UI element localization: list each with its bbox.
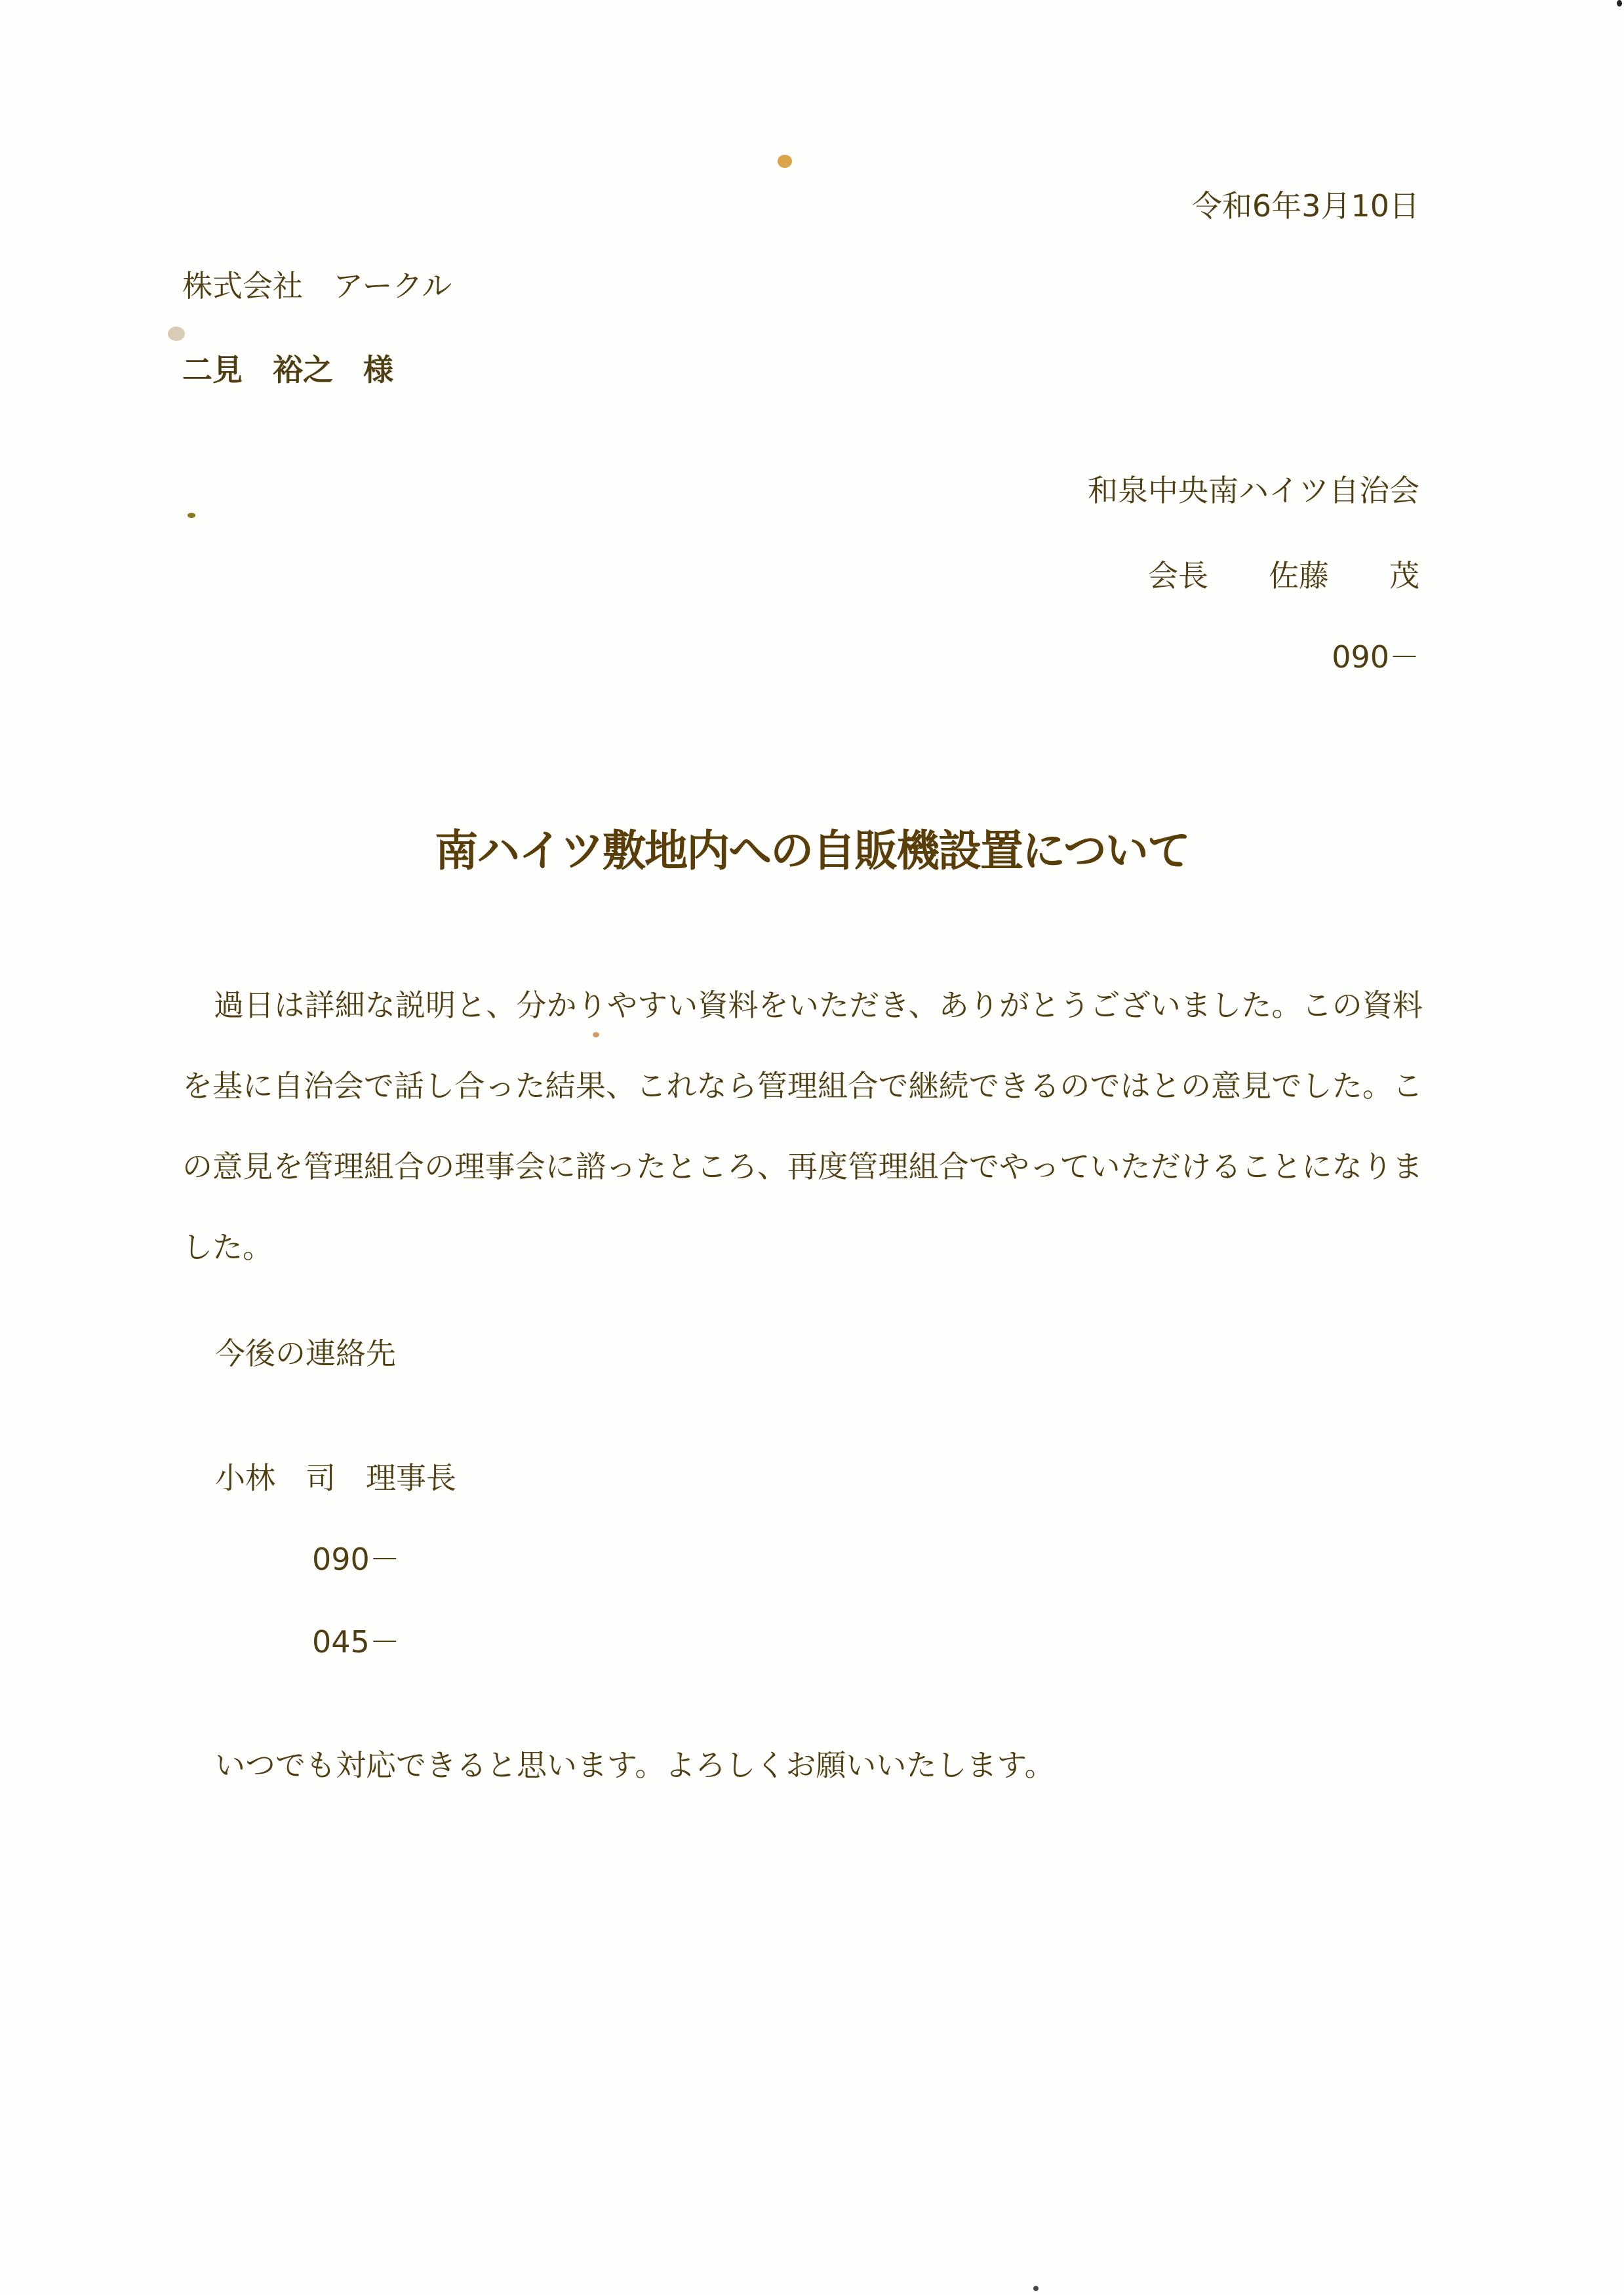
scan-speck: [168, 327, 185, 341]
closing-remark: いつでも対応できると思います。よろしくお願いいたします。: [215, 1747, 1055, 1783]
scan-speck: [593, 1032, 599, 1037]
sender-organization: 和泉中央南ハイツ自治会: [1088, 473, 1419, 508]
recipient-name: 二見 裕之 様: [182, 352, 393, 388]
scan-speck: [188, 513, 195, 518]
sender-phone: 090－: [1332, 639, 1419, 675]
contact-phone-landline: 045－: [312, 1624, 400, 1660]
letter-title: 南ハイツ敷地内への自販機設置について: [435, 826, 1189, 876]
recipient-company: 株式会社 アークル: [182, 268, 452, 304]
letter-body: 過日は詳細な説明と、分かりやすい資料をいただき、ありがとうございました。この資料を基に自治会で話し合った結果、これなら管理組合で継続できるのではとの意見でした。この意見を管理組合の理事会に諮ったところ、再度管理組合でやっていただけることになりました。: [182, 988, 1423, 1265]
scan-speck: [1033, 2286, 1039, 2291]
contact-heading: 今後の連絡先: [215, 1336, 396, 1371]
letter-date: 令和6年3月10日: [1191, 188, 1419, 224]
contact-phone-mobile: 090－: [312, 1542, 400, 1577]
scan-speck: [1617, 0, 1622, 7]
scan-speck: [778, 155, 792, 168]
sender-name: 会長 佐藤 茂: [1148, 558, 1419, 593]
contact-name: 小林 司 理事長: [215, 1460, 456, 1496]
